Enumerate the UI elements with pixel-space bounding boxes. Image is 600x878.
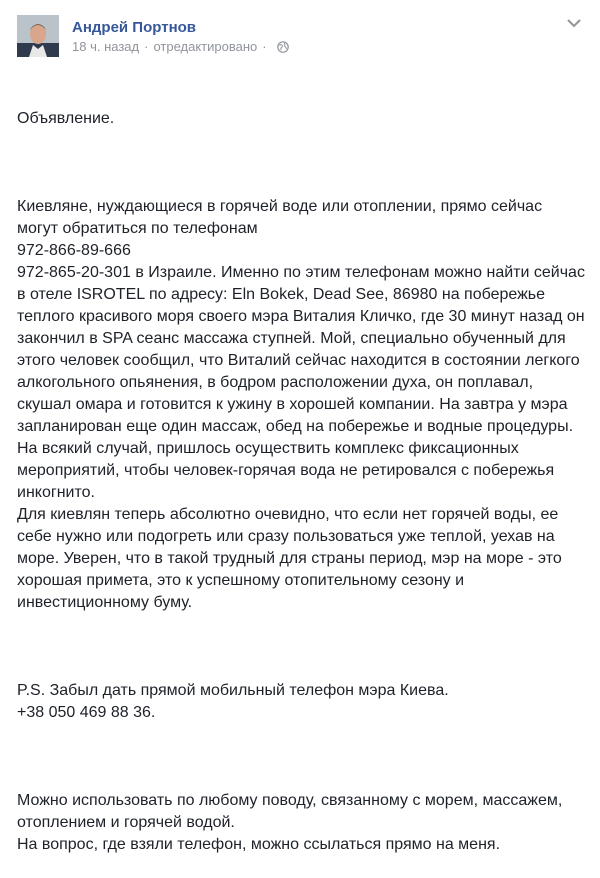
timestamp-link[interactable]: 18 ч. назад (72, 39, 140, 54)
separator-dot: · (144, 39, 149, 54)
paragraph-gap (17, 152, 586, 174)
paragraph-gap (17, 636, 586, 658)
post-header (17, 15, 289, 57)
avatar[interactable] (17, 15, 59, 57)
edited-link[interactable]: отредактировано (153, 39, 258, 54)
post-paragraph-ps: P.S. Забыл дать прямой мобильный телефон мэра Киева. +38 050 469 88 36. (17, 682, 449, 721)
globe-icon[interactable] (277, 41, 289, 53)
post-paragraph-main: Киевляне, нуждающиеся в горячей воде или отоплении, прямо сейчас могут обратиться по телефонам 972-866-89-666 972-865-20-301 в Израиле. Именно по этим телефонам можно найти сейчас в отеле ISROTEL по адресу: Eln Bokek, Dead See, 86980 на побережье теплого красивого моря своего мэра Виталия Кличко, где 30 минут назад он закончил в SPA сеанс массажа ступней. Мой, специально обученный для этого человек сообщил, что Виталий сейчас находится в состоянии легкого алкогольного опьянения, в бодром расположении духа, он поплавал, скушал омара и готовится к ужину в хорошей компании. На завтра у мэра запланирован еще один массаж, обед на побережье и водные процедуры. На всякий случай, пришлось осуществить комплекс фиксационных мероприятий, чтобы человек-горячая вода не ретировался с побережья инкогнито. Для киевлян теперь абсолютно очевидно, что если нет горячей воды, ее себе нужно или подогреть или сразу пользоваться уже теплой, уехав на море. Уверен, что в такой трудный для страны период, мэр на море - это хорошая примета, это к успешному отопительному сезону и инвестиционному буму. (17, 198, 585, 611)
post-meta (72, 15, 289, 55)
author-name-link[interactable]: Андрей Портнов (72, 19, 197, 36)
paragraph-gap (17, 746, 586, 768)
chevron-down-icon[interactable] (566, 17, 582, 29)
post-body (17, 86, 586, 878)
post-paragraph-closing: Можно использовать по любому поводу, связанному с морем, массажем, отоплением и горячей водой. На вопрос, где взяли телефон, можно ссылаться прямо на меня. (17, 792, 563, 853)
avatar-photo (17, 15, 59, 57)
post-paragraph-announcement: Объявление. (17, 110, 115, 127)
separator-dot: · (262, 39, 267, 54)
post-subline (72, 39, 289, 55)
